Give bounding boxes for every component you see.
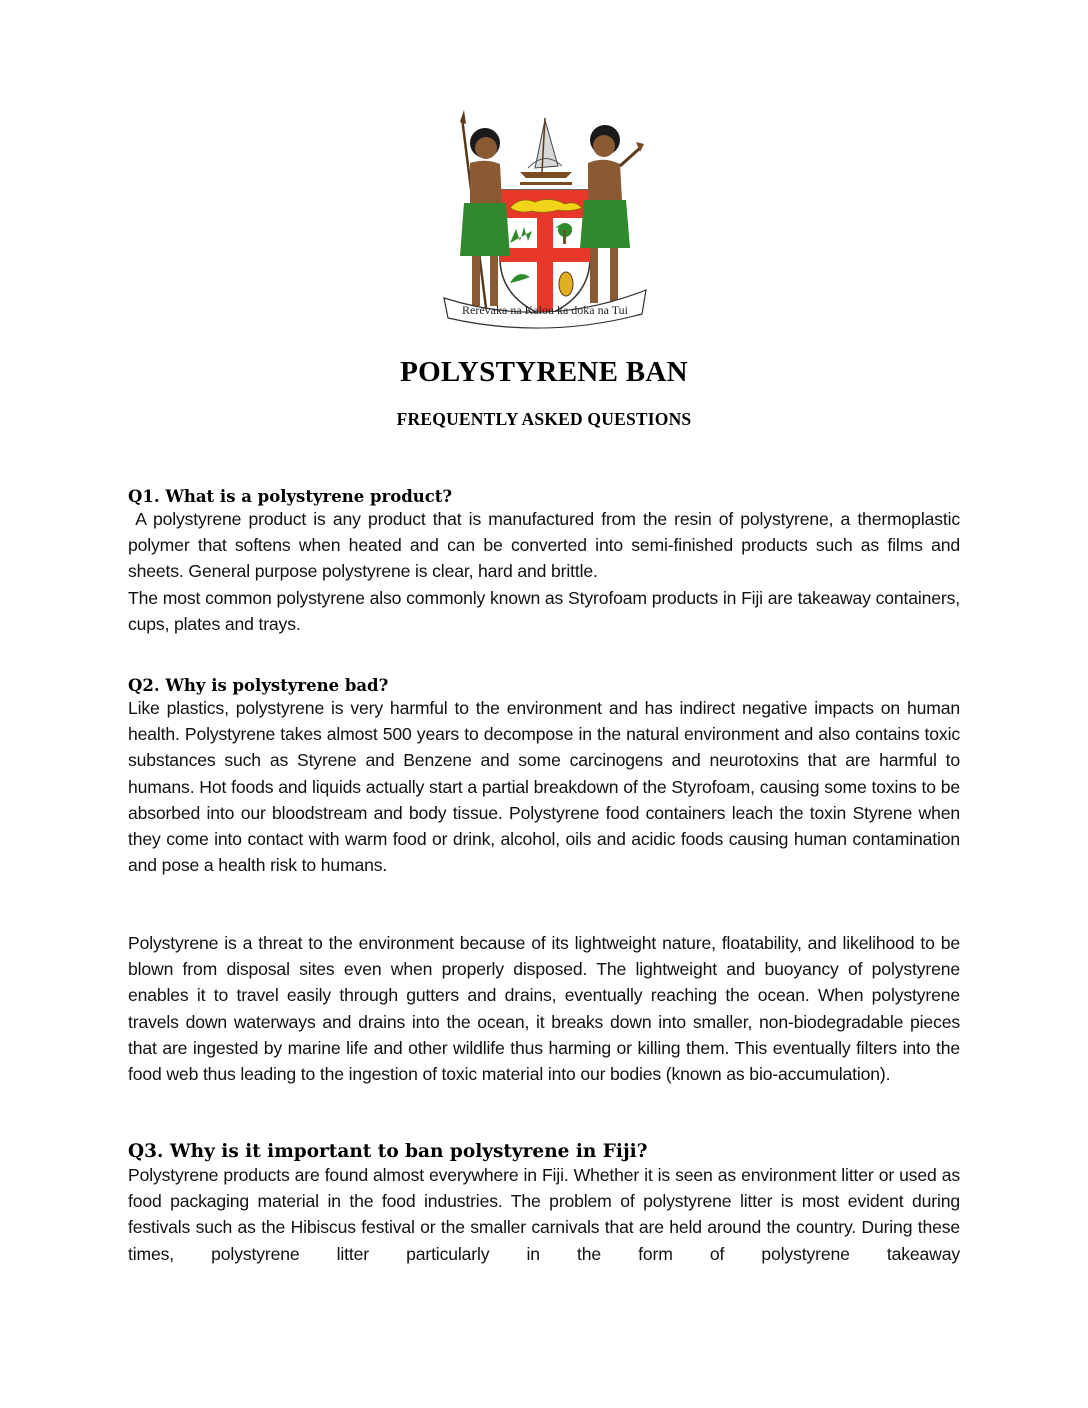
faq-answer-paragraph: The most common polystyrene also commonly known as Styrofoam products in Fiji are takeaway containers, cups, plates and trays.: [128, 587, 960, 634]
document-subtitle: FREQUENTLY ASKED QUESTIONS: [396, 409, 692, 429]
faq-answer-paragraph: A polystyrene product is any product that is manufactured from the resin of polystyrene, a thermoplastic polymer that softens when heated and can be converted into semi-finished products such as films and sheets. General purpose polystyrene is clear, hard and brittle.: [128, 509, 965, 582]
faq-answer-paragraph: Polystyrene products are found almost everywhere in Fiji. Whether it is seen as environment litter or used as food packaging material in the food industries. The problem of polystyrene litter is most evident during festivals such as the Hibiscus festival or the smaller carnivals that are held around the country. During these times, polystyrene litter particularly in the form of polystyrene takeaway: [128, 1165, 960, 1264]
motto-text: Rerevaka na Kalou ka doka na Tui: [462, 303, 628, 317]
faq-section-q2-continued: [128, 930, 960, 1087]
faq-question: Q1. What is a polystyrene product?: [128, 487, 453, 506]
faq-section-q2: [128, 676, 960, 878]
right-supporter-icon: [580, 125, 644, 303]
left-supporter-icon: [460, 110, 510, 308]
canoe-crest-icon: [520, 118, 572, 185]
faq-question: Q3. Why is it important to ban polystyrene in Fiji?: [128, 1141, 648, 1162]
faq-question: Q2. Why is polystyrene bad?: [128, 676, 389, 695]
fiji-coat-of-arms-icon: [440, 108, 650, 330]
faq-answer-paragraph: Like plastics, polystyrene is very harmful to the environment and has indirect negative impacts on human health. Polystyrene takes almost 500 years to decompose in the natural environment and also contains toxic substances such as Styrene and Benzene and some carcinogens and neurotoxins that are harmful to humans. Hot foods and liquids actually start a partial breakdown of the Styrofoam, causing some toxins to be absorbed into our bloodstream and body tissue. Polystyrene food containers leach the toxin Styrene when they come into contact with warm food or drink, alcohol, oils and acidic foods causing human contamination and pose a health risk to humans.: [128, 698, 960, 876]
shield-icon: [500, 190, 590, 316]
faq-section-q1: [128, 487, 965, 637]
faq-section-q3: [128, 1141, 960, 1267]
faq-answer-paragraph: Polystyrene is a threat to the environment because of its lightweight nature, floatability, and likelihood to be blown from disposal sites even when properly disposed. The lightweight and buoyancy of polystyrene enables it to travel easily through gutters and drains, eventually reaching the ocean. When polystyrene travels down waterways and drains into the ocean, it breaks down into smaller, non-biodegradable pieces that are ingested by marine life and other wildlife thus harming or killing them. This eventually filters into the food web thus leading to the ingestion of toxic material into our bodies (known as bio-accumulation).: [128, 933, 960, 1085]
document-title: POLYSTYRENE BAN: [400, 356, 688, 388]
